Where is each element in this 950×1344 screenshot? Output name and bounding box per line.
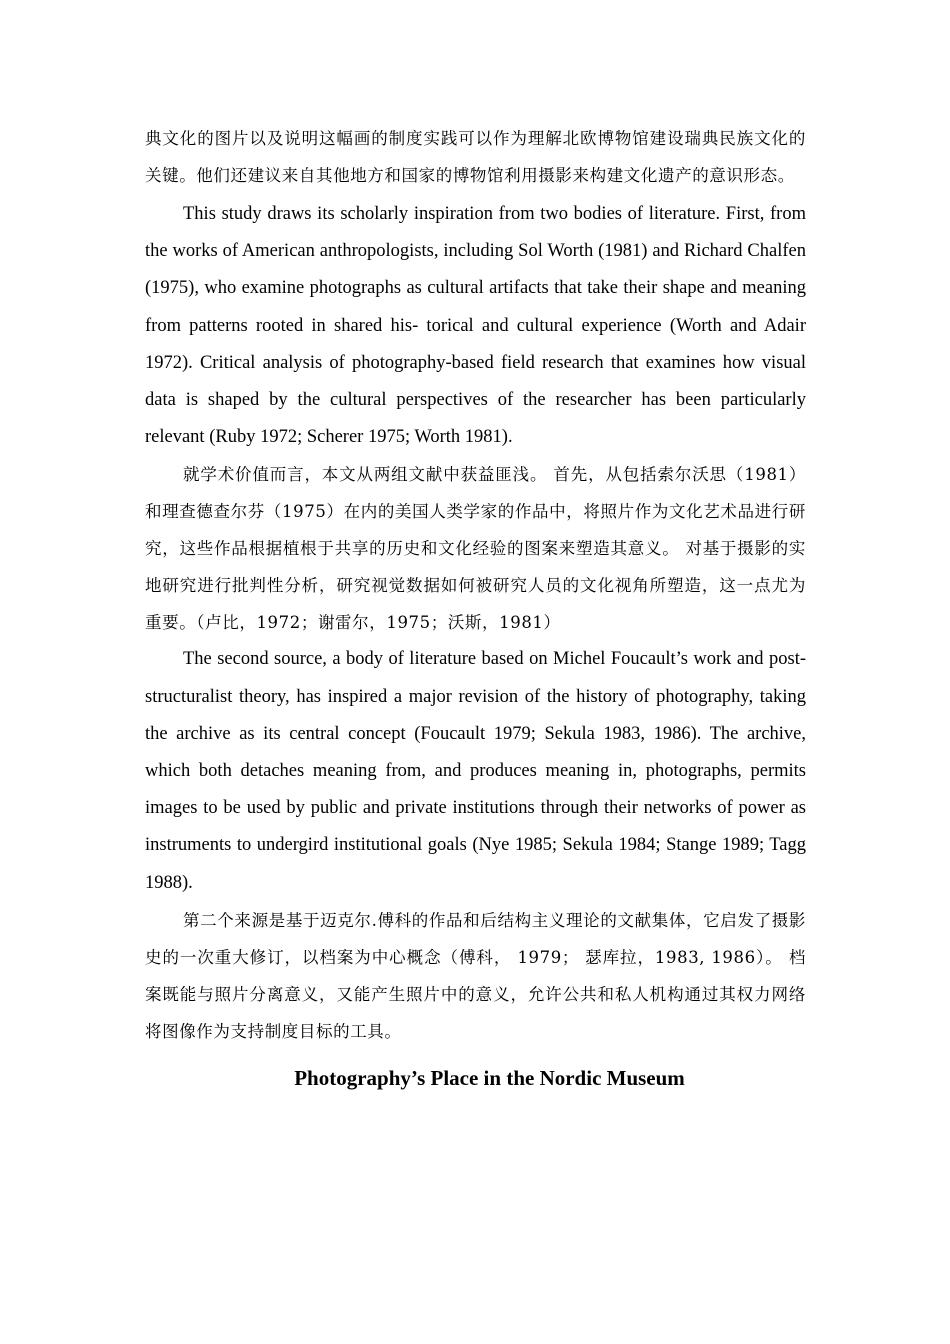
paragraph-english-second-source: The second source, a body of literature based on Michel Foucault’s work and post-structuralist theory, has inspired a major revision of the history of photography, taking the archive as its central concept (Foucault 1979; Sekula 1983, 1986). The archive, which both detaches meaning from, and produces meaning in, photographs, permits images to be used by public and private institutions through their networks of power as instruments to undergird institutional goals (Nye 1985; Sekula 1984; Stange 1989; Tagg 1988). — [145, 649, 806, 893]
paragraph-english-first-source: This study draws its scholarly inspiration from two bodies of literature. First, from the works of American anthropologists, including Sol Worth (1981) and Richard Chalfen (1975), who examine photographs as cultural artifacts that take their shape and meaning from patterns rooted in shared his- torical and cultural experience (Worth and Adair 1972). Critical analysis of photography-based field research that examines how visual data is shaped by the cultural perspectives of the researcher has been particularly relevant (Ruby 1972; Scherer 1975; Worth 1981). — [145, 204, 806, 448]
paragraph-chinese-first-source: 就学术价值而言，本文从两组文献中获益匪浅。 首先，从包括索尔沃思（1981）和理查德查尔芬（1975）在内的美国人类学家的作品中，将照片作为文化艺术品进行研究，这些作品根据植根于共享的历史和文化经验的图案来塑造其意义。 对基于摄影的实地研究进行批判性分析，研究视觉数据如何被研究人员的文化视角所塑造，这一点尤为重要。（卢比，1972；谢雷尔，1975；沃斯，1981） — [145, 465, 806, 633]
document-page — [145, 120, 806, 1094]
paragraph-chinese-intro: 典文化的图片以及说明这幅画的制度实践可以作为理解北欧博物馆建设瑞典民族文化的关键。他们还建议来自其他地方和国家的博物馆利用摄影来构建文化遗产的意识形态。 — [145, 129, 806, 185]
section-heading: Photography’s Place in the Nordic Museum — [294, 1065, 685, 1090]
paragraph-chinese-second-source: 第二个来源是基于迈克尔.傅科的作品和后结构主义理论的文献集体，它启发了摄影史的一次重大修订，以档案为中心概念（傅科， 1979； 瑟库拉，1983, 1986）。 档案既能与照片分离意义，又能产生照片中的意义，允许公共和私人机构通过其权力网络将图像作为支持制度目标的工具。 — [145, 910, 806, 1041]
